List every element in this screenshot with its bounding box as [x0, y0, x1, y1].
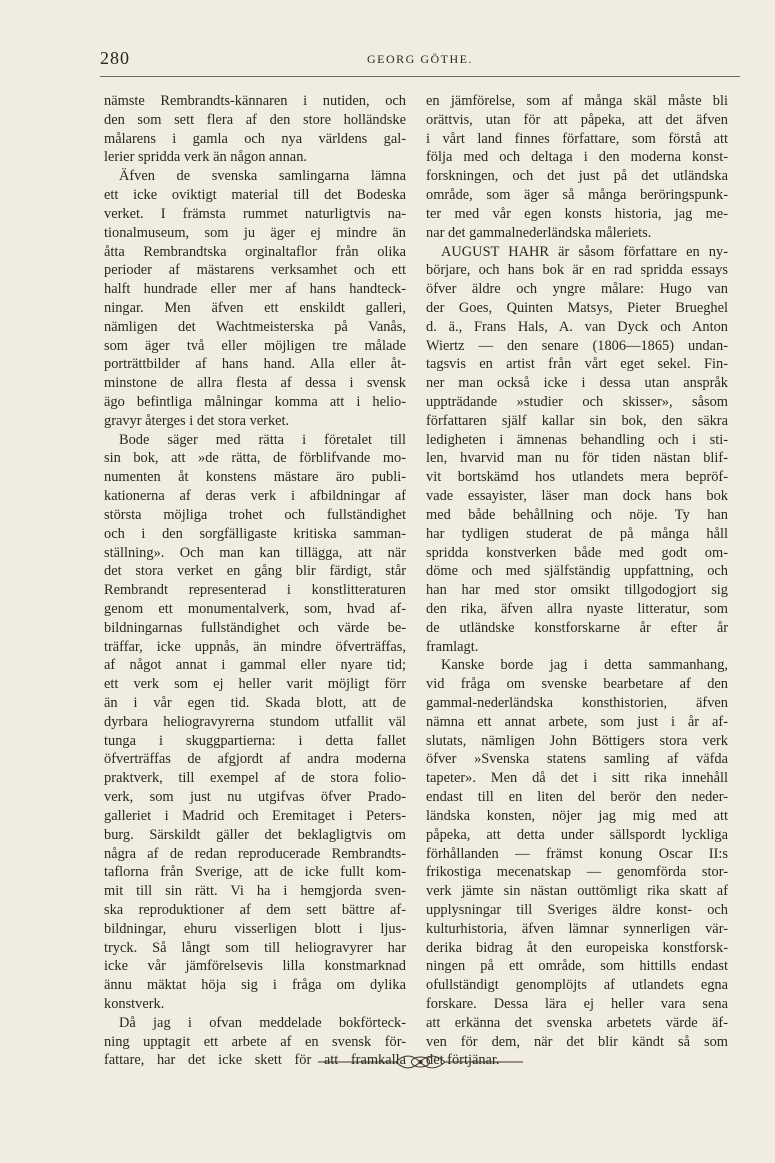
text-line: den rika, äfven allra nyaste litteratur, som — [426, 600, 728, 617]
text-line: tapeter». Men då det i sitt rika innehåll — [426, 770, 728, 787]
text-line: d. ä., Frans Hals, A. van Dyck och Anton — [426, 318, 728, 335]
text-line: verket. I främsta rummet naturligtvis na- — [104, 205, 406, 222]
page-number: 280 — [100, 48, 130, 68]
text-line: han har med stor omsikt tillgodogjort sig — [426, 582, 728, 599]
text-line: fattare, har det icke skett för att framkalla — [104, 1052, 406, 1069]
text-line: vade essayister, läser man dock hans bok — [426, 488, 728, 505]
text-line: bildningar, ehuru visserligen blott i ljus- — [104, 920, 406, 937]
text-line: det förtjänar. — [426, 1052, 500, 1069]
text-line: ländska konsten, nöjer jag mig med att — [426, 807, 728, 824]
text-line: ska reproduktioner af dem sett bättre af- — [104, 901, 406, 918]
text-line: nar det gammalnederländska måleriets. — [426, 224, 652, 241]
running-title: GEORG GÖTHE. — [367, 52, 473, 66]
text-line: der Goes, Quinten Matsys, Pieter Brueghel — [426, 299, 728, 316]
text-line: som äger två eller möjligen tre målade — [104, 337, 406, 354]
text-line: ningen på ett område, som hittills endast — [426, 958, 728, 975]
text-line: det stora verket en gång blir färdigt, står — [104, 563, 406, 580]
text-line: konstverk. — [104, 996, 165, 1012]
text-line: åtta Rembrandtska orginaltaflor från olika — [104, 243, 406, 260]
text-line: nämste Rembrandts-kännaren i nutiden, och — [104, 93, 406, 109]
text-line: öfver »Svenska statens samling af väfda — [426, 751, 728, 768]
text-line: vit bortskämd hos utlandets mera bepröf- — [426, 469, 728, 486]
text-line: döme och med själfständig uppfattning, och — [426, 563, 728, 580]
text-line: träffar, icke uppnås, än mindre öfverträffas, — [104, 638, 406, 655]
text-line: börjare, och hans bok är en rad spridda essays — [426, 262, 728, 279]
text-line: och i den sorgfälligaste kritiska samman- — [104, 525, 406, 542]
text-line: område, som äger så många beröringspunk- — [426, 187, 728, 204]
text-line: författaren själf kallar sin bok, den säkra — [426, 412, 728, 429]
text-line: ägo befintliga målningar komma att i helio- — [104, 394, 406, 410]
text-line: perioder af mästarens verksamhet och ett — [104, 262, 406, 279]
text-line: största möjliga trohet och fullständighet — [104, 506, 406, 523]
text-line: Då jag i ofvan meddelade bokförteck- — [119, 1014, 406, 1031]
text-line: sin bok, att »de rätta, de förblifvande mo- — [104, 450, 406, 467]
text-line: taflorna från Sverige, att de icke fullt kom- — [104, 864, 406, 881]
text-line: förhållanden — främst konung Oscar II:s — [426, 845, 728, 862]
text-line: öfver äldre och yngre målare: Hugo van — [426, 281, 728, 298]
text-line: icke vår jämförelsevis lilla konstmarknad — [104, 958, 406, 975]
text-line: halft hundrade eller mer af hans handteck- — [104, 281, 406, 298]
text-line: tionalmuseum, som ju äger ej mindre än — [104, 224, 406, 241]
text-line: tunga i skuggpartierna: i detta fallet — [104, 732, 406, 749]
page-header — [100, 46, 740, 77]
text-line: påpeka, att detta under sällspordt lyckliga — [426, 826, 728, 843]
text-line: kationerna af deras verk i afbildningar af — [104, 488, 406, 505]
text-line: verk jämte sin nästan outtömligt rika skatt af — [426, 883, 728, 900]
ornament-divider — [318, 1050, 523, 1074]
text-line: nämna ett annat arbete, som just i år af- — [426, 713, 728, 730]
text-line: Kanske borde jag i detta sammanhang, — [441, 657, 728, 674]
text-line: forskningen, och det just på det utländska — [426, 168, 728, 185]
text-line: tryck. Så långt som till heliogravyrer har — [104, 939, 406, 956]
text-line: lerier spridda verk än någon annan. — [104, 149, 307, 166]
text-line: följa med och deltaga i den moderna konst- — [426, 149, 728, 166]
text-line: burg. Särskildt gäller det beklagligtvis om — [104, 826, 406, 843]
text-line: minstone de allra flesta af dessa i svensk — [104, 375, 406, 392]
text-line: praktverk, till exempel af de stora folio- — [104, 770, 406, 787]
text-line: uppträdande »studier och skisser», såsom — [426, 394, 728, 410]
text-line: kulturhistoria, äfven lämnar synnerligen vär- — [426, 920, 728, 937]
text-line: ställning». Och man kan tillägga, att när — [104, 544, 406, 561]
text-line: porträttbilder af hans hand. Alla eller åt- — [104, 356, 406, 373]
text-line: med både behållning och nöje. Ty han — [426, 506, 728, 523]
text-line: ven för dem, när det blir kändt så som — [426, 1033, 728, 1050]
text-line: AUGUST HAHR är såsom författare en ny- — [441, 243, 728, 260]
text-line: ofullständigt genomplöjts af utlandets egna — [426, 977, 728, 994]
text-line: af något annat i gammal eller nyare tid; — [104, 657, 406, 674]
text-line: dyrbara heliogravyrerna stundom utfallit väl — [104, 713, 406, 730]
left-text-column — [104, 92, 406, 1070]
text-line: ett icke oviktigt material till det Bodeska — [104, 187, 406, 204]
text-line: framlagt. — [426, 638, 479, 655]
text-line: gravyr återges i det stora verket. — [104, 412, 290, 429]
text-line: derika bidrag åt den europeiska konstforsk- — [426, 939, 728, 956]
text-line: nämligen det Wachtmeisterska på Vanås, — [104, 318, 406, 335]
text-line: Äfven de svenska samlingarna lämna — [119, 168, 406, 185]
text-line: numenten åt konstens mästare äro publi- — [104, 469, 406, 486]
text-line: ledigheten i ämnenas behandling och i sti- — [426, 431, 728, 448]
text-line: mit till sin rätt. Vi ha i hemgjorda sven- — [104, 883, 406, 900]
text-line: har tydligen studerat de på många håll — [426, 525, 728, 542]
text-line: slutats, nämligen John Böttigers stora verk — [426, 732, 728, 749]
text-line: i vårt land finnes författare, som förstå att — [426, 130, 728, 147]
text-line: verk, som just nu utgifvas öfver Prado- — [104, 789, 406, 806]
text-line: målarens i gamla och nya världens gal- — [104, 130, 406, 147]
text-line: Rembrandt representerad i konstlitteraturen — [104, 582, 406, 599]
text-line: ning upptagit ett arbete af en svensk för- — [104, 1033, 406, 1050]
text-line: spridda konstverken både med godt om- — [426, 544, 728, 561]
text-line: än i vår egen tid. Skada blott, att de — [104, 695, 406, 711]
text-line: bildningarnas fullständighet och värde be- — [104, 619, 406, 636]
text-line: frikostiga mecenatskap — genomförda stor- — [426, 864, 728, 881]
text-line: gammal-nederländska konsthistorien, äfven — [426, 695, 728, 711]
text-line: forskare. Dessa lära ej heller vara sena — [426, 996, 728, 1012]
right-text-column — [426, 92, 728, 1070]
text-line: ter med vår egen konsts historia, jag me- — [426, 205, 728, 222]
text-line: ett verk som ej heller varit möjligt förr — [104, 676, 406, 693]
text-line: ännu mäktat höja sig i fråga om dylika — [104, 977, 406, 994]
text-line: en jämförelse, som af många skäl måste bli — [426, 93, 728, 109]
text-line: de utländske konstforskarne år efter år — [426, 619, 728, 636]
text-line: upplysningar till Sveriges äldre konst- och — [426, 901, 728, 918]
text-line: ningar. Men äfven ett enskildt galleri, — [104, 299, 406, 316]
text-line: genom ett monumentalverk, som, hvad af- — [104, 600, 406, 617]
text-line: endast till en liten del berör den neder- — [426, 789, 728, 806]
text-line: öfverträffas de afgjordt af andra moderna — [104, 751, 406, 768]
text-line: Wiertz — den senare (1806—1865) undan- — [426, 337, 728, 354]
text-line: Bode säger med rätta i företalet till — [119, 431, 406, 448]
text-line: några af de redan reproducerade Rembrandts- — [104, 845, 406, 862]
text-line: vid fråga om svenske bearbetare af den — [426, 676, 728, 693]
text-line: att erkänna det svenska arbetets värde äf- — [426, 1014, 728, 1031]
text-line: tagsvis en artist från vårt eget sekel. Fin- — [426, 356, 728, 373]
text-line: len, hvarvid man nu för tiden nästan blif- — [426, 450, 728, 467]
text-line: galleriet i Madrid och Eremitaget i Peters- — [104, 807, 406, 824]
text-line: ner man också icke i dessa utan anspråk — [426, 375, 728, 392]
text-line: orättvis, utan för att påpeka, att det äfven — [426, 111, 728, 128]
text-line: den som sett flera af den store holländske — [104, 111, 406, 128]
